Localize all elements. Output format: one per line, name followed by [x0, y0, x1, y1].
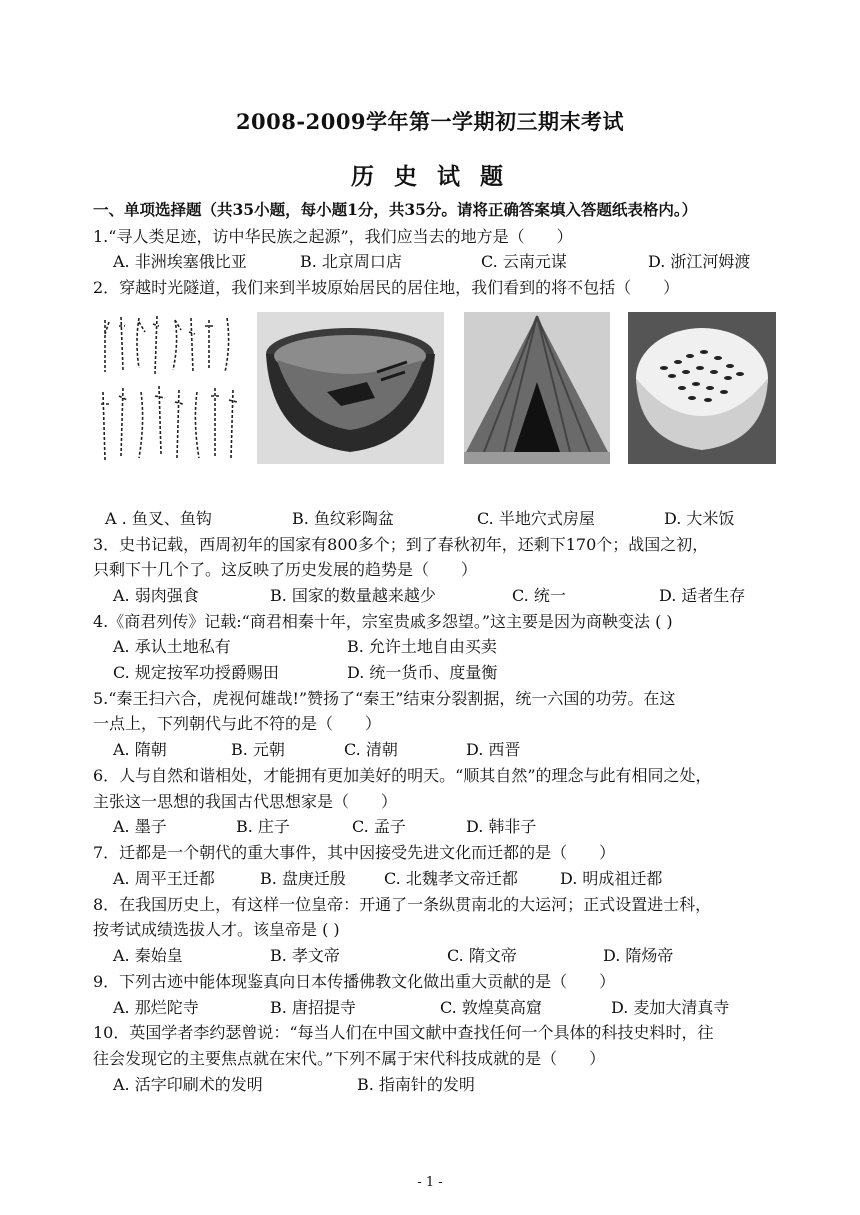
option-a: A. 秦始皇	[113, 946, 183, 965]
question-10-line-2: 往会发现它的主要焦点就在宋代。”下列不属于宋代科技成就的是（ ）	[93, 1049, 606, 1068]
question-3-line-2: 只剩下十几个了。这反映了历史发展的趋势是（ ）	[93, 560, 478, 579]
option-b: B. 盘庚迁殷	[260, 869, 346, 888]
option-c: C. 统一	[512, 586, 566, 605]
option-b: B. 唐招提寺	[270, 998, 356, 1017]
option-c: C. 隋文帝	[447, 946, 517, 965]
option-d: D. 明成祖迁都	[560, 869, 663, 888]
section-heading: 一、单项选择题（共35小题，每小题1分，共35分。请将正确答案填入答题纸表格内。）	[93, 200, 698, 219]
option-a: A. 活字印刷术的发明	[113, 1075, 263, 1094]
question-10-line-1: 10．英国学者李约瑟曾说：“每当人们在中国文献中查找任何一个具体的科技史料时，往	[93, 1023, 714, 1042]
option-d: D. 统一货币、度量衡	[347, 663, 498, 682]
option-b: B. 允许土地自由买卖	[347, 637, 497, 656]
option-b: B. 北京周口店	[300, 252, 402, 271]
question-9: 9．下列古迹中能体现鉴真向日本传播佛教文化做出重大贡献的是（ ）	[93, 972, 616, 991]
question-3-line-1: 3．史书记载，西周初年的国家有800多个；到了春秋初年，还剩下170个；战国之初，	[93, 535, 709, 554]
option-a: A. 承认土地私有	[113, 637, 231, 656]
exam-title: 2008-2009学年第一学期初三期末考试	[235, 109, 625, 134]
semi-underground-house-image	[464, 312, 610, 464]
option-b: B. 国家的数量越来越少	[270, 586, 436, 605]
option-b: B. 孝文帝	[270, 946, 340, 965]
question-6-line-1: 6．人与自然和谐相处，才能拥有更加美好的明天。“顺其自然”的理念与此有相同之处，	[93, 766, 712, 785]
question-4: 4.《商君列传》记载:“商君相秦十年，宗室贵戚多怨望。”这主要是因为商鞅变法 ( )	[93, 612, 673, 631]
option-c: C. 孟子	[352, 817, 406, 836]
option-d: D. 适者生存	[659, 586, 746, 605]
question-5-line-1: 5.“秦王扫六合，虎视何雄哉!”赞扬了“秦王”结束分裂割据，统一六国的功劳。在这	[93, 689, 676, 708]
question-7: 7．迁都是一个朝代的重大事件，其中因接受先进文化而迁都的是（ ）	[93, 843, 616, 862]
question-8-line-2: 按考试成绩选拔人才。该皇帝是 ( )	[93, 920, 340, 939]
question-2: 2．穿越时光隧道，我们来到半坡原始居民的居住地，我们看到的将不包括（ ）	[93, 278, 680, 297]
option-a: A. 非洲埃塞俄比亚	[113, 252, 247, 271]
option-a: A. 周平王迁都	[113, 869, 215, 888]
option-a: A . 鱼叉、鱼钩	[105, 509, 212, 528]
option-a: A. 弱肉强食	[113, 586, 199, 605]
question-1: 1.“寻人类足迹，访中华民族之起源”，我们应当去的地方是（ ）	[93, 227, 573, 246]
option-d: D. 韩非子	[466, 817, 537, 836]
exam-subtitle: 历 史 试 题	[350, 163, 510, 190]
painted-pottery-basin-image	[257, 312, 444, 464]
option-c: C. 敦煌莫高窟	[440, 998, 542, 1017]
option-d: D. 麦加大清真寺	[611, 998, 730, 1017]
page-number: - 1 -	[417, 1175, 443, 1190]
option-c: C. 北魏孝文帝迁都	[384, 869, 518, 888]
option-c: C. 规定按军功授爵赐田	[113, 663, 279, 682]
option-a: A. 隋朝	[113, 740, 167, 759]
option-d: D. 浙江河姆渡	[648, 252, 751, 271]
option-b: B. 庄子	[236, 817, 290, 836]
option-d: D. 隋炀帝	[603, 946, 674, 965]
option-a: A. 那烂陀寺	[113, 998, 199, 1017]
question-8-line-1: 8．在我国历史上，有这样一位皇帝：开通了一条纵贯南北的大运河；正式设置进士科，	[93, 895, 712, 914]
option-d: D. 大米饭	[664, 509, 735, 528]
option-c: C. 云南元谋	[481, 252, 567, 271]
option-c: C. 半地穴式房屋	[477, 509, 595, 528]
option-c: C. 清朝	[344, 740, 398, 759]
question-5-line-2: 一点上，下列朝代与此不符的是（ ）	[93, 714, 382, 733]
question-6-line-2: 主张这一思想的我国古代思想家是（ ）	[93, 792, 398, 811]
fishing-tools-image	[95, 312, 243, 464]
option-b: B. 鱼纹彩陶盆	[292, 509, 394, 528]
option-d: D. 西晋	[466, 740, 521, 759]
option-b: B. 指南针的发明	[357, 1075, 475, 1094]
option-a: A. 墨子	[113, 817, 167, 836]
option-b: B. 元朝	[231, 740, 285, 759]
rice-bowl-image	[628, 312, 776, 464]
